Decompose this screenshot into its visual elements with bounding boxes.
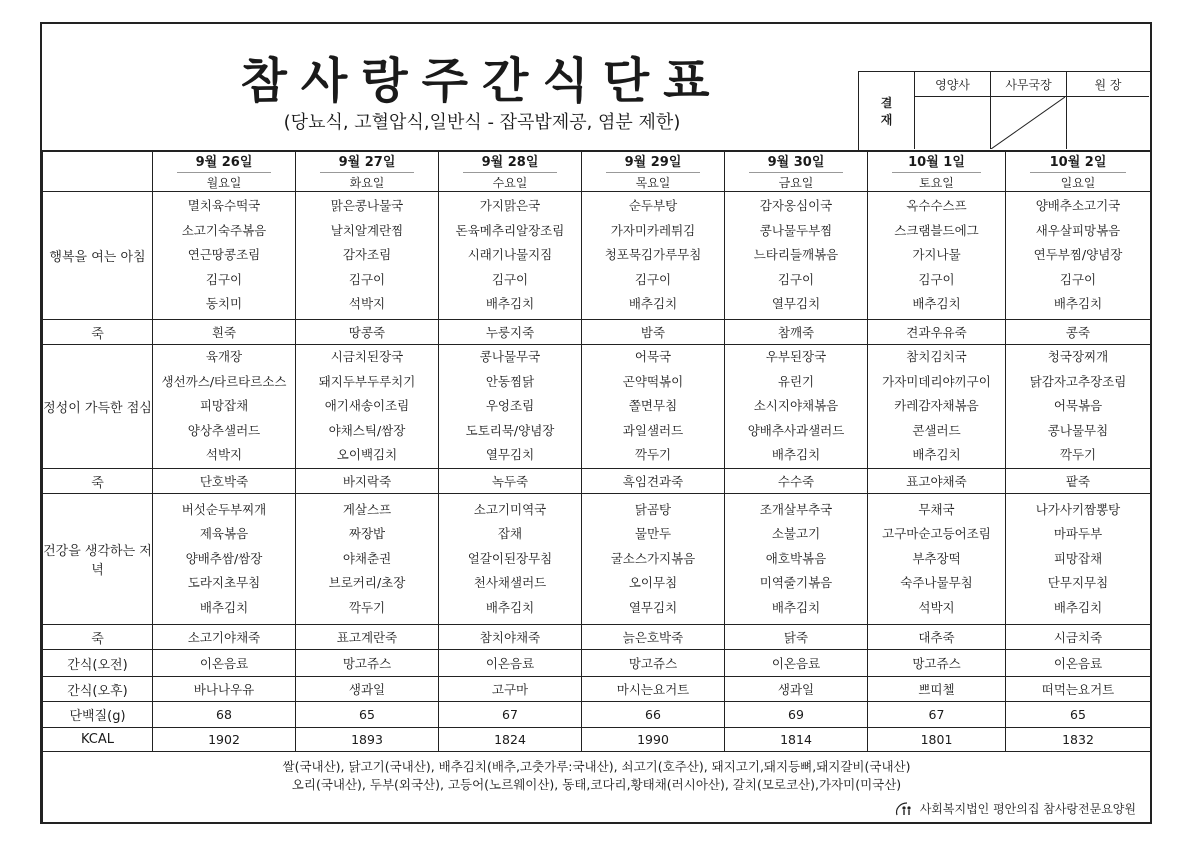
- origin-line-2: 오리(국내산), 두부(외국산), 고등어(노르웨이산), 동태,코다리,황태채(러시아산), 갈치(모로코산),가자미(미국산): [291, 777, 902, 792]
- page-subtitle: (당뇨식, 고혈압식,일반식 - 잡곡밥제공, 염분 제한): [283, 112, 681, 133]
- lunch-menu: 청국장찌개 닭감자고추장조림 어묵볶음 콩나물무침 깍두기: [1006, 345, 1151, 469]
- porridge-morning-row: [43, 320, 1151, 345]
- snack-cell: 이온음료: [1006, 650, 1151, 677]
- protein-value: 65: [1006, 702, 1151, 728]
- menu-sheet: [40, 22, 1152, 824]
- lunch-row: [43, 345, 1151, 469]
- snack-cell: 고구마: [439, 677, 582, 702]
- day-header: 10월 2일 일요일: [1006, 151, 1151, 192]
- porridge-lunch-row: [43, 469, 1151, 494]
- dinner-menu: 조개살부추국 소불고기 애호박볶음 미역줄기볶음 배추김치: [725, 494, 868, 625]
- porridge-cell: 땅콩죽: [296, 320, 439, 345]
- protein-value: 65: [296, 702, 439, 728]
- footer-row: [43, 752, 1151, 823]
- snack-cell: 생과일: [296, 677, 439, 702]
- dinner-menu: 게살스프 짜장밥 야채춘권 브로커리/초장 깍두기: [296, 494, 439, 625]
- header: [42, 24, 1150, 152]
- porridge-label: 죽: [43, 625, 153, 650]
- porridge-cell: 대추죽: [868, 625, 1006, 650]
- porridge-cell: 참깨죽: [725, 320, 868, 345]
- snack-cell: 바나나우유: [153, 677, 296, 702]
- date-row: [43, 151, 1151, 192]
- lunch-menu: 참치김치국 가자미데리야끼구이 카레감자채볶음 콘샐러드 배추김치: [868, 345, 1006, 469]
- porridge-cell: 견과우유죽: [868, 320, 1006, 345]
- dinner-menu: 나가사키짬뽕탕 마파두부 피망잡채 단무지무침 배추김치: [1006, 494, 1151, 625]
- lunch-menu: 시금치된장국 돼지두부두루치기 애기새송이조림 야채스틱/쌈장 오이백김치: [296, 345, 439, 469]
- day-header: 9월 27일 화요일: [296, 151, 439, 192]
- approval-label-top: 결: [880, 95, 893, 110]
- porridge-cell: 콩죽: [1006, 320, 1151, 345]
- snack-pm-row: [43, 677, 1151, 702]
- porridge-cell: 팥죽: [1006, 469, 1151, 494]
- approver-title: 영양사: [915, 72, 990, 97]
- porridge-label: 죽: [43, 320, 153, 345]
- menu-table: [42, 150, 1151, 823]
- protein-value: 69: [725, 702, 868, 728]
- protein-row: [43, 702, 1151, 728]
- porridge-cell: 바지락죽: [296, 469, 439, 494]
- porridge-cell: 표고계란죽: [296, 625, 439, 650]
- breakfast-row: [43, 192, 1151, 320]
- dinner-menu: 버섯순두부찌개 제육볶음 양배추쌈/쌈장 도라지초무침 배추김치: [153, 494, 296, 625]
- porridge-cell: 흰죽: [153, 320, 296, 345]
- approval-box: [858, 71, 1150, 150]
- kcal-label: KCAL: [43, 728, 153, 752]
- lunch-menu: 어묵국 곤약떡볶이 쫄면무침 과일샐러드 깍두기: [582, 345, 725, 469]
- porridge-cell: 늙은호박죽: [582, 625, 725, 650]
- kcal-row: [43, 728, 1151, 752]
- kcal-value: 1893: [296, 728, 439, 752]
- dinner-menu: 닭곰탕 물만두 굴소스가지볶음 오이무침 열무김치: [582, 494, 725, 625]
- porridge-cell: 표고야채죽: [868, 469, 1006, 494]
- approval-col-dietitian: [915, 72, 991, 149]
- kcal-value: 1824: [439, 728, 582, 752]
- snack-cell: 망고쥬스: [868, 650, 1006, 677]
- lunch-menu: 육개장 생선까스/타르타르소스 피망잡채 양상추샐러드 석박지: [153, 345, 296, 469]
- protein-value: 67: [868, 702, 1006, 728]
- snack-cell: 쁘띠첼: [868, 677, 1006, 702]
- organization-name: 사회복지법인 평안의집 참사랑전문요양원: [919, 802, 1136, 816]
- breakfast-menu: 감자옹심이국 콩나물두부찜 느타리들깨볶음 김구이 열무김치: [725, 192, 868, 320]
- porridge-cell: 녹두죽: [439, 469, 582, 494]
- snack-cell: 망고쥬스: [296, 650, 439, 677]
- snack-cell: 떠먹는요거트: [1006, 677, 1151, 702]
- porridge-cell: 닭죽: [725, 625, 868, 650]
- porridge-label: 죽: [43, 469, 153, 494]
- snack-am-label: 간식(오전): [43, 650, 153, 677]
- protein-label: 단백질(g): [43, 702, 153, 728]
- lunch-menu: 우부된장국 유린기 소시지야채볶음 양배추사과샐러드 배추김치: [725, 345, 868, 469]
- day-header: 9월 29일 목요일: [582, 151, 725, 192]
- porridge-cell: 흑임견과죽: [582, 469, 725, 494]
- protein-value: 67: [439, 702, 582, 728]
- porridge-cell: 소고기야채죽: [153, 625, 296, 650]
- kcal-value: 1902: [153, 728, 296, 752]
- snack-pm-label: 간식(오후): [43, 677, 153, 702]
- approval-label: [859, 72, 915, 149]
- dinner-label: 건강을 생각하는 저녁: [43, 494, 153, 625]
- snack-cell: 이온음료: [439, 650, 582, 677]
- approver-title: 원 장: [1067, 72, 1149, 97]
- porridge-cell: 밤죽: [582, 320, 725, 345]
- porridge-cell: 수수죽: [725, 469, 868, 494]
- breakfast-menu: 가지맑은국 돈육메추리알장조림 시래기나물지짐 김구이 배추김치: [439, 192, 582, 320]
- dinner-menu: 소고기미역국 잡채 얼갈이된장무침 천사채샐러드 배추김치: [439, 494, 582, 625]
- breakfast-menu: 순두부탕 가자미카레튀김 청포묵김가루무침 김구이 배추김치: [582, 192, 725, 320]
- kcal-value: 1814: [725, 728, 868, 752]
- porridge-cell: 참치야채죽: [439, 625, 582, 650]
- origin-info: [43, 752, 1151, 823]
- lunch-menu: 콩나물무국 안동찜닭 우엉조림 도토리묵/양념장 열무김치: [439, 345, 582, 469]
- kcal-value: 1990: [582, 728, 725, 752]
- dinner-row: [43, 494, 1151, 625]
- lunch-label: 정성이 가득한 점심: [43, 345, 153, 469]
- porridge-cell: 누룽지죽: [439, 320, 582, 345]
- snack-cell: 생과일: [725, 677, 868, 702]
- breakfast-menu: 양배추소고기국 새우살피망볶음 연두부찜/양념장 김구이 배추김치: [1006, 192, 1151, 320]
- protein-value: 66: [582, 702, 725, 728]
- breakfast-label: 행복을 여는 아침: [43, 192, 153, 320]
- snack-cell: 이온음료: [153, 650, 296, 677]
- breakfast-menu: 옥수수스프 스크램블드에그 가지나물 김구이 배추김치: [868, 192, 1006, 320]
- protein-value: 68: [153, 702, 296, 728]
- breakfast-menu: 멸치육수떡국 소고기숙주볶음 연근땅콩조림 김구이 동치미: [153, 192, 296, 320]
- porridge-cell: 단호박죽: [153, 469, 296, 494]
- day-header: 9월 30일 금요일: [725, 151, 868, 192]
- snack-cell: 망고쥬스: [582, 650, 725, 677]
- approval-col-manager: [991, 72, 1067, 149]
- kcal-value: 1801: [868, 728, 1006, 752]
- kcal-value: 1832: [1006, 728, 1151, 752]
- organization-logo-icon: [894, 801, 916, 817]
- day-header: 10월 1일 토요일: [868, 151, 1006, 192]
- approval-col-director: [1067, 72, 1149, 149]
- corner-cell: [43, 151, 153, 192]
- organization: [894, 800, 1136, 818]
- approval-label-bottom: 재: [880, 112, 893, 127]
- snack-cell: 마시는요거트: [582, 677, 725, 702]
- day-header: 9월 26일 월요일: [153, 151, 296, 192]
- approval-slash: [991, 97, 1065, 149]
- dinner-menu: 무채국 고구마순고등어조림 부추장떡 숙주나물무침 석박지: [868, 494, 1006, 625]
- day-header: 9월 28일 수요일: [439, 151, 582, 192]
- porridge-cell: 시금치죽: [1006, 625, 1151, 650]
- snack-am-row: [43, 650, 1151, 677]
- origin-line-1: 쌀(국내산), 닭고기(국내산), 배추김치(배추,고춧가루:국내산), 쇠고기(호주산), 돼지고기,돼지등뼈,돼지갈비(국내산): [282, 759, 911, 774]
- porridge-dinner-row: [43, 625, 1151, 650]
- snack-cell: 이온음료: [725, 650, 868, 677]
- page-title: 참사랑주간식단표: [240, 53, 724, 109]
- breakfast-menu: 맑은콩나물국 날치알계란찜 감자조림 김구이 석박지: [296, 192, 439, 320]
- approver-title: 사무국장: [991, 72, 1066, 97]
